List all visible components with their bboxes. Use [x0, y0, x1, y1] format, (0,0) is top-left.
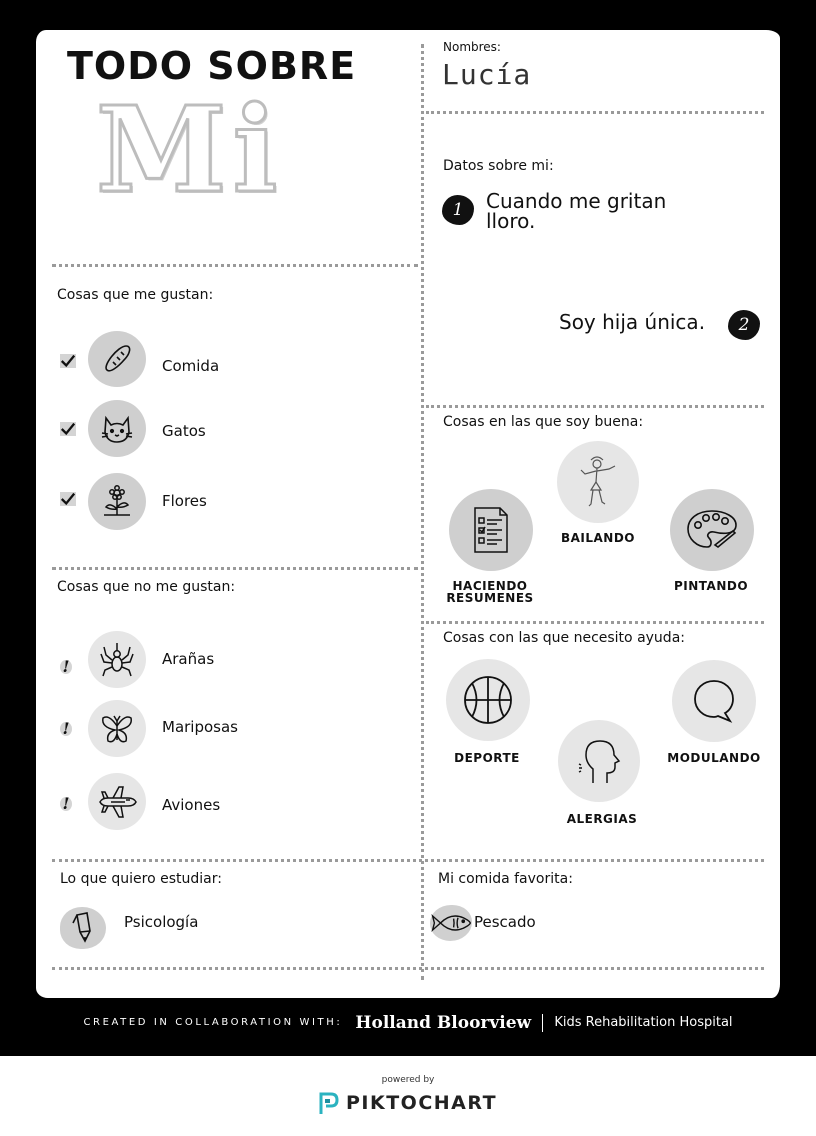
need-help-label-1: DEPORTE	[454, 751, 520, 765]
pen-icon	[60, 907, 106, 949]
divider-right-2	[426, 405, 764, 408]
dislike-label-2: Mariposas	[162, 718, 238, 736]
like-label-1: Comida	[162, 357, 220, 375]
check-icon	[60, 422, 76, 436]
basketball-icon	[446, 659, 530, 741]
powered-by-label: powered by	[381, 1075, 435, 1085]
check-icon	[60, 492, 76, 506]
like-label-3: Flores	[162, 492, 207, 510]
holland-bloorview-logo: Holland Bloorview	[355, 1012, 532, 1033]
divider-full-4	[52, 967, 764, 970]
good-at-label-1: BAILANDO	[560, 531, 636, 545]
fact-number-1: 1	[442, 195, 474, 225]
fact-text-1b: lloro.	[486, 209, 536, 233]
food-label: Mi comida favorita:	[438, 871, 573, 887]
piktochart-logo-icon	[318, 1090, 340, 1116]
divider-right-1	[426, 111, 764, 114]
exclamation-icon: !	[60, 660, 72, 674]
check-icon	[60, 354, 76, 368]
speech-bubble-icon	[672, 660, 756, 742]
spider-icon	[88, 631, 146, 688]
center-divider	[421, 44, 424, 980]
divider-full-3	[52, 859, 764, 862]
head-profile-icon	[558, 720, 640, 802]
dislikes-label: Cosas que no me gustan:	[57, 579, 236, 595]
fish-icon	[430, 905, 472, 941]
good-at-label-2b: RESUMENES	[446, 591, 534, 605]
dislike-label-3: Aviones	[162, 796, 221, 814]
divider-left-2	[52, 567, 418, 570]
credit-separator	[542, 1014, 543, 1032]
fact-number-2: 2	[728, 310, 760, 340]
exclamation-icon: !	[60, 797, 72, 811]
need-help-label: Cosas con las que necesito ayuda:	[443, 630, 685, 646]
page-title: TODO SOBRE	[67, 44, 357, 88]
created-label: CREATED IN COLLABORATION WITH:	[83, 1017, 343, 1028]
flower-icon	[88, 473, 146, 530]
name-label: Nombres:	[443, 40, 501, 54]
name-value: Lucía	[442, 58, 532, 91]
airplane-icon	[88, 773, 146, 830]
checklist-icon	[449, 489, 533, 571]
piktochart-logo[interactable]	[318, 1090, 497, 1116]
dancer-icon	[557, 441, 639, 523]
need-help-label-2: ALERGIAS	[566, 812, 638, 826]
credit-line	[0, 1012, 816, 1033]
likes-label: Cosas que me gustan:	[57, 287, 214, 303]
divider-left-1	[52, 264, 418, 267]
hospital-name: Kids Rehabilitation Hospital	[554, 1015, 733, 1030]
dislike-label-1: Arañas	[162, 650, 215, 668]
fact-text-1a: Cuando me gritan	[486, 189, 667, 213]
good-at-label: Cosas en las que soy buena:	[443, 414, 644, 430]
palette-icon	[670, 489, 754, 571]
study-label: Lo que quiero estudiar:	[60, 871, 222, 887]
piktochart-wordmark: PIKTOCHART	[346, 1092, 498, 1114]
facts-label: Datos sobre mi:	[443, 158, 554, 174]
bread-icon	[88, 331, 146, 387]
cat-icon	[88, 400, 146, 457]
good-at-label-2a: HACIENDO	[452, 579, 528, 593]
food-value: Pescado	[474, 913, 536, 931]
page-title-mi: Mi	[96, 80, 284, 219]
butterfly-icon	[88, 700, 146, 757]
good-at-label-3: PINTANDO	[673, 579, 749, 593]
exclamation-icon: !	[60, 722, 72, 736]
like-label-2: Gatos	[162, 422, 206, 440]
fact-text-2: Soy hija única.	[559, 310, 706, 334]
divider-right-3	[426, 621, 764, 624]
study-value: Psicología	[124, 913, 199, 931]
need-help-label-3: MODULANDO	[667, 751, 761, 765]
